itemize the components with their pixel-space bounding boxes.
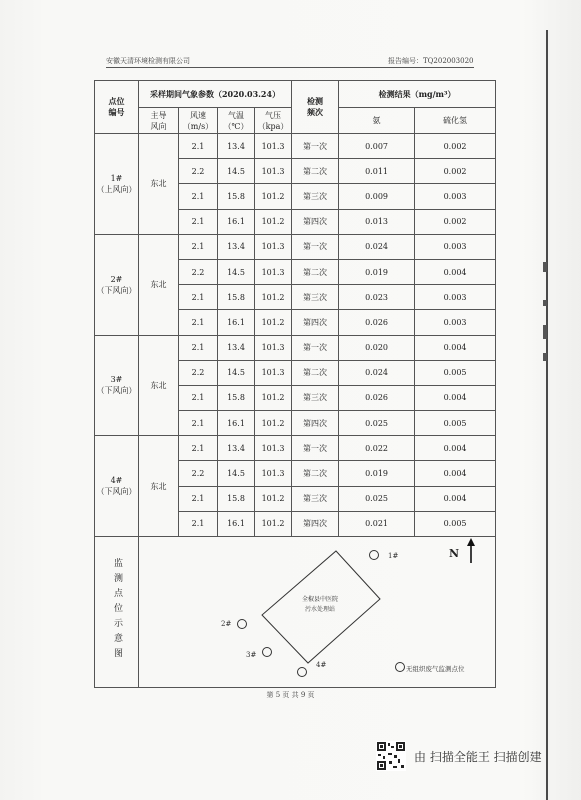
pressure-cell: 101.2 [255, 310, 292, 335]
hydrogen-sulfide-cell: 0.004 [415, 461, 496, 486]
pressure-cell: 101.3 [255, 461, 292, 486]
ammonia-cell: 0.019 [339, 461, 415, 486]
frequency-cell: 第一次 [292, 134, 339, 159]
pressure-cell: 101.2 [255, 184, 292, 209]
pressure-cell: 101.2 [255, 385, 292, 410]
header-wind-direction: 主导 风向 [139, 108, 179, 134]
ammonia-cell: 0.011 [339, 159, 415, 184]
point-cell [95, 234, 139, 335]
facility-name: 全椒县中医院 [301, 596, 339, 603]
point-id: 3# [110, 375, 123, 385]
frequency-cell: 第一次 [292, 335, 339, 360]
point-cell [95, 134, 139, 235]
hydrogen-sulfide-cell: 0.002 [415, 209, 496, 234]
frequency-cell: 第二次 [292, 461, 339, 486]
wind-speed-cell: 2.2 [179, 360, 218, 385]
point-id: 1# [110, 173, 123, 183]
hydrogen-sulfide-cell: 0.005 [415, 360, 496, 385]
frequency-cell: 第三次 [292, 486, 339, 511]
wind-speed-cell: 2.2 [179, 159, 218, 184]
point-3-label: 3# [246, 651, 257, 659]
temperature-cell: 13.4 [218, 134, 255, 159]
ammonia-cell: 0.021 [339, 511, 415, 536]
facility-type: 污水处理站 [304, 606, 336, 613]
temperature-cell: 16.1 [218, 209, 255, 234]
table-row [95, 234, 496, 259]
ammonia-cell: 0.026 [339, 385, 415, 410]
wind-speed-cell: 2.1 [179, 511, 218, 536]
frequency-cell: 第四次 [292, 310, 339, 335]
pressure-cell: 101.3 [255, 436, 292, 461]
pressure-cell: 101.2 [255, 285, 292, 310]
wind-direction-cell: 东北 [139, 335, 179, 436]
pressure-cell: 101.3 [255, 360, 292, 385]
ammonia-cell: 0.009 [339, 184, 415, 209]
temperature-cell: 14.5 [218, 360, 255, 385]
ammonia-cell: 0.013 [339, 209, 415, 234]
wind-speed-cell: 2.1 [179, 234, 218, 259]
ammonia-cell: 0.019 [339, 259, 415, 284]
frequency-cell: 第一次 [292, 234, 339, 259]
edge-mark [543, 325, 547, 339]
temperature-cell: 14.5 [218, 159, 255, 184]
hydrogen-sulfide-cell: 0.004 [415, 259, 496, 284]
legend-text: 无组织废气监测点位 [406, 665, 465, 673]
edge-mark [543, 300, 547, 306]
wind-speed-cell: 2.1 [179, 285, 218, 310]
temperature-cell: 15.8 [218, 184, 255, 209]
temperature-cell: 13.4 [218, 436, 255, 461]
wind-speed-cell: 2.1 [179, 385, 218, 410]
header-pressure: 气压 （kpa） [255, 108, 292, 134]
ammonia-cell: 0.022 [339, 436, 415, 461]
hydrogen-sulfide-cell: 0.004 [415, 385, 496, 410]
header-meteo: 采样期间气象参数（2020.03.24） [139, 81, 292, 108]
frequency-cell: 第二次 [292, 159, 339, 184]
table-row [95, 436, 496, 461]
scanner-watermark [376, 740, 542, 772]
hydrogen-sulfide-cell: 0.003 [415, 234, 496, 259]
temperature-cell: 16.1 [218, 511, 255, 536]
temperature-cell: 14.5 [218, 461, 255, 486]
table-row [95, 335, 496, 360]
point-id: 4# [110, 476, 123, 486]
wind-speed-cell: 2.1 [179, 184, 218, 209]
header-ammonia: 氨 [339, 108, 415, 134]
header-temperature: 气温 （℃） [218, 108, 255, 134]
page-edge-line [546, 30, 548, 800]
ammonia-cell: 0.025 [339, 411, 415, 436]
ammonia-cell: 0.020 [339, 335, 415, 360]
point-1-marker [370, 551, 379, 560]
hydrogen-sulfide-cell: 0.002 [415, 134, 496, 159]
company-name: 安徽天清环境检测有限公司 [106, 57, 190, 65]
point-1-label: 1# [388, 552, 399, 560]
frequency-cell: 第二次 [292, 259, 339, 284]
wind-speed-cell: 2.2 [179, 259, 218, 284]
frequency-cell: 第三次 [292, 285, 339, 310]
frequency-cell: 第二次 [292, 360, 339, 385]
wind-speed-cell: 2.1 [179, 436, 218, 461]
wind-speed-cell: 2.1 [179, 134, 218, 159]
header-rule [106, 67, 474, 68]
monitoring-site-diagram [144, 537, 495, 685]
scanner-text: 由 扫描全能王 扫描创建 [414, 749, 542, 764]
wind-speed-cell: 2.1 [179, 486, 218, 511]
wind-speed-cell: 2.1 [179, 335, 218, 360]
ammonia-cell: 0.025 [339, 486, 415, 511]
page-number: 第 5 页 共 9 页 [266, 691, 315, 699]
hydrogen-sulfide-cell: 0.004 [415, 486, 496, 511]
wind-direction-cell: 东北 [139, 234, 179, 335]
pressure-cell: 101.2 [255, 209, 292, 234]
header-frequency: 检测 频次 [292, 81, 339, 134]
pressure-cell: 101.2 [255, 511, 292, 536]
legend-marker [396, 663, 405, 672]
frequency-cell: 第四次 [292, 411, 339, 436]
pressure-cell: 101.2 [255, 486, 292, 511]
north-label: N [449, 547, 460, 560]
temperature-cell: 13.4 [218, 234, 255, 259]
hydrogen-sulfide-cell: 0.005 [415, 411, 496, 436]
header-result: 检测结果（mg/m³） [339, 81, 496, 108]
temperature-cell: 15.8 [218, 285, 255, 310]
header-wind-speed: 风速 （m/s） [179, 108, 218, 134]
wind-speed-cell: 2.1 [179, 209, 218, 234]
report-number: 报告编号：TQ202003020 [388, 57, 474, 65]
hydrogen-sulfide-cell: 0.003 [415, 310, 496, 335]
pressure-cell: 101.2 [255, 411, 292, 436]
frequency-cell: 第四次 [292, 209, 339, 234]
point-id: 2# [110, 274, 123, 284]
frequency-cell: 第三次 [292, 184, 339, 209]
point-cell [95, 335, 139, 436]
temperature-cell: 15.8 [218, 486, 255, 511]
hydrogen-sulfide-cell: 0.004 [415, 335, 496, 360]
header-hydrogen-sulfide: 硫化氢 [415, 108, 496, 134]
point-2-label: 2# [221, 620, 232, 628]
qr-code-icon [376, 741, 406, 771]
temperature-cell: 14.5 [218, 259, 255, 284]
edge-mark [543, 353, 547, 361]
wind-direction-cell: 东北 [139, 134, 179, 235]
ammonia-cell: 0.007 [339, 134, 415, 159]
ammonia-cell: 0.024 [339, 360, 415, 385]
hydrogen-sulfide-cell: 0.002 [415, 159, 496, 184]
point-3-marker [263, 648, 272, 657]
point-position: （上风向） [96, 184, 137, 194]
frequency-cell: 第三次 [292, 385, 339, 410]
hydrogen-sulfide-cell: 0.003 [415, 285, 496, 310]
header-point: 点位 编号 [95, 81, 139, 134]
pressure-cell: 101.3 [255, 234, 292, 259]
diagram-label-cell [95, 537, 139, 688]
ammonia-cell: 0.026 [339, 310, 415, 335]
point-2-marker [238, 620, 247, 629]
wind-direction-cell: 东北 [139, 436, 179, 537]
diagram-label: 监测点位示意图 [112, 558, 122, 663]
temperature-cell: 13.4 [218, 335, 255, 360]
table-row [95, 134, 496, 159]
edge-mark [543, 262, 547, 272]
ammonia-cell: 0.024 [339, 234, 415, 259]
hydrogen-sulfide-cell: 0.004 [415, 436, 496, 461]
point-4-label: 4# [316, 661, 327, 669]
point-position: （下风向） [96, 285, 137, 295]
temperature-cell: 16.1 [218, 411, 255, 436]
point-4-marker [298, 668, 307, 677]
frequency-cell: 第一次 [292, 436, 339, 461]
pressure-cell: 101.3 [255, 159, 292, 184]
frequency-cell: 第四次 [292, 511, 339, 536]
point-position: （下风向） [96, 386, 137, 396]
wind-speed-cell: 2.2 [179, 461, 218, 486]
hydrogen-sulfide-cell: 0.005 [415, 511, 496, 536]
point-position: （下风向） [96, 487, 137, 497]
temperature-cell: 15.8 [218, 385, 255, 410]
wind-speed-cell: 2.1 [179, 411, 218, 436]
hydrogen-sulfide-cell: 0.003 [415, 184, 496, 209]
temperature-cell: 16.1 [218, 310, 255, 335]
pressure-cell: 101.3 [255, 259, 292, 284]
wind-speed-cell: 2.1 [179, 310, 218, 335]
pressure-cell: 101.3 [255, 335, 292, 360]
ammonia-cell: 0.023 [339, 285, 415, 310]
point-cell [95, 436, 139, 537]
north-arrow-icon [467, 538, 475, 563]
pressure-cell: 101.3 [255, 134, 292, 159]
